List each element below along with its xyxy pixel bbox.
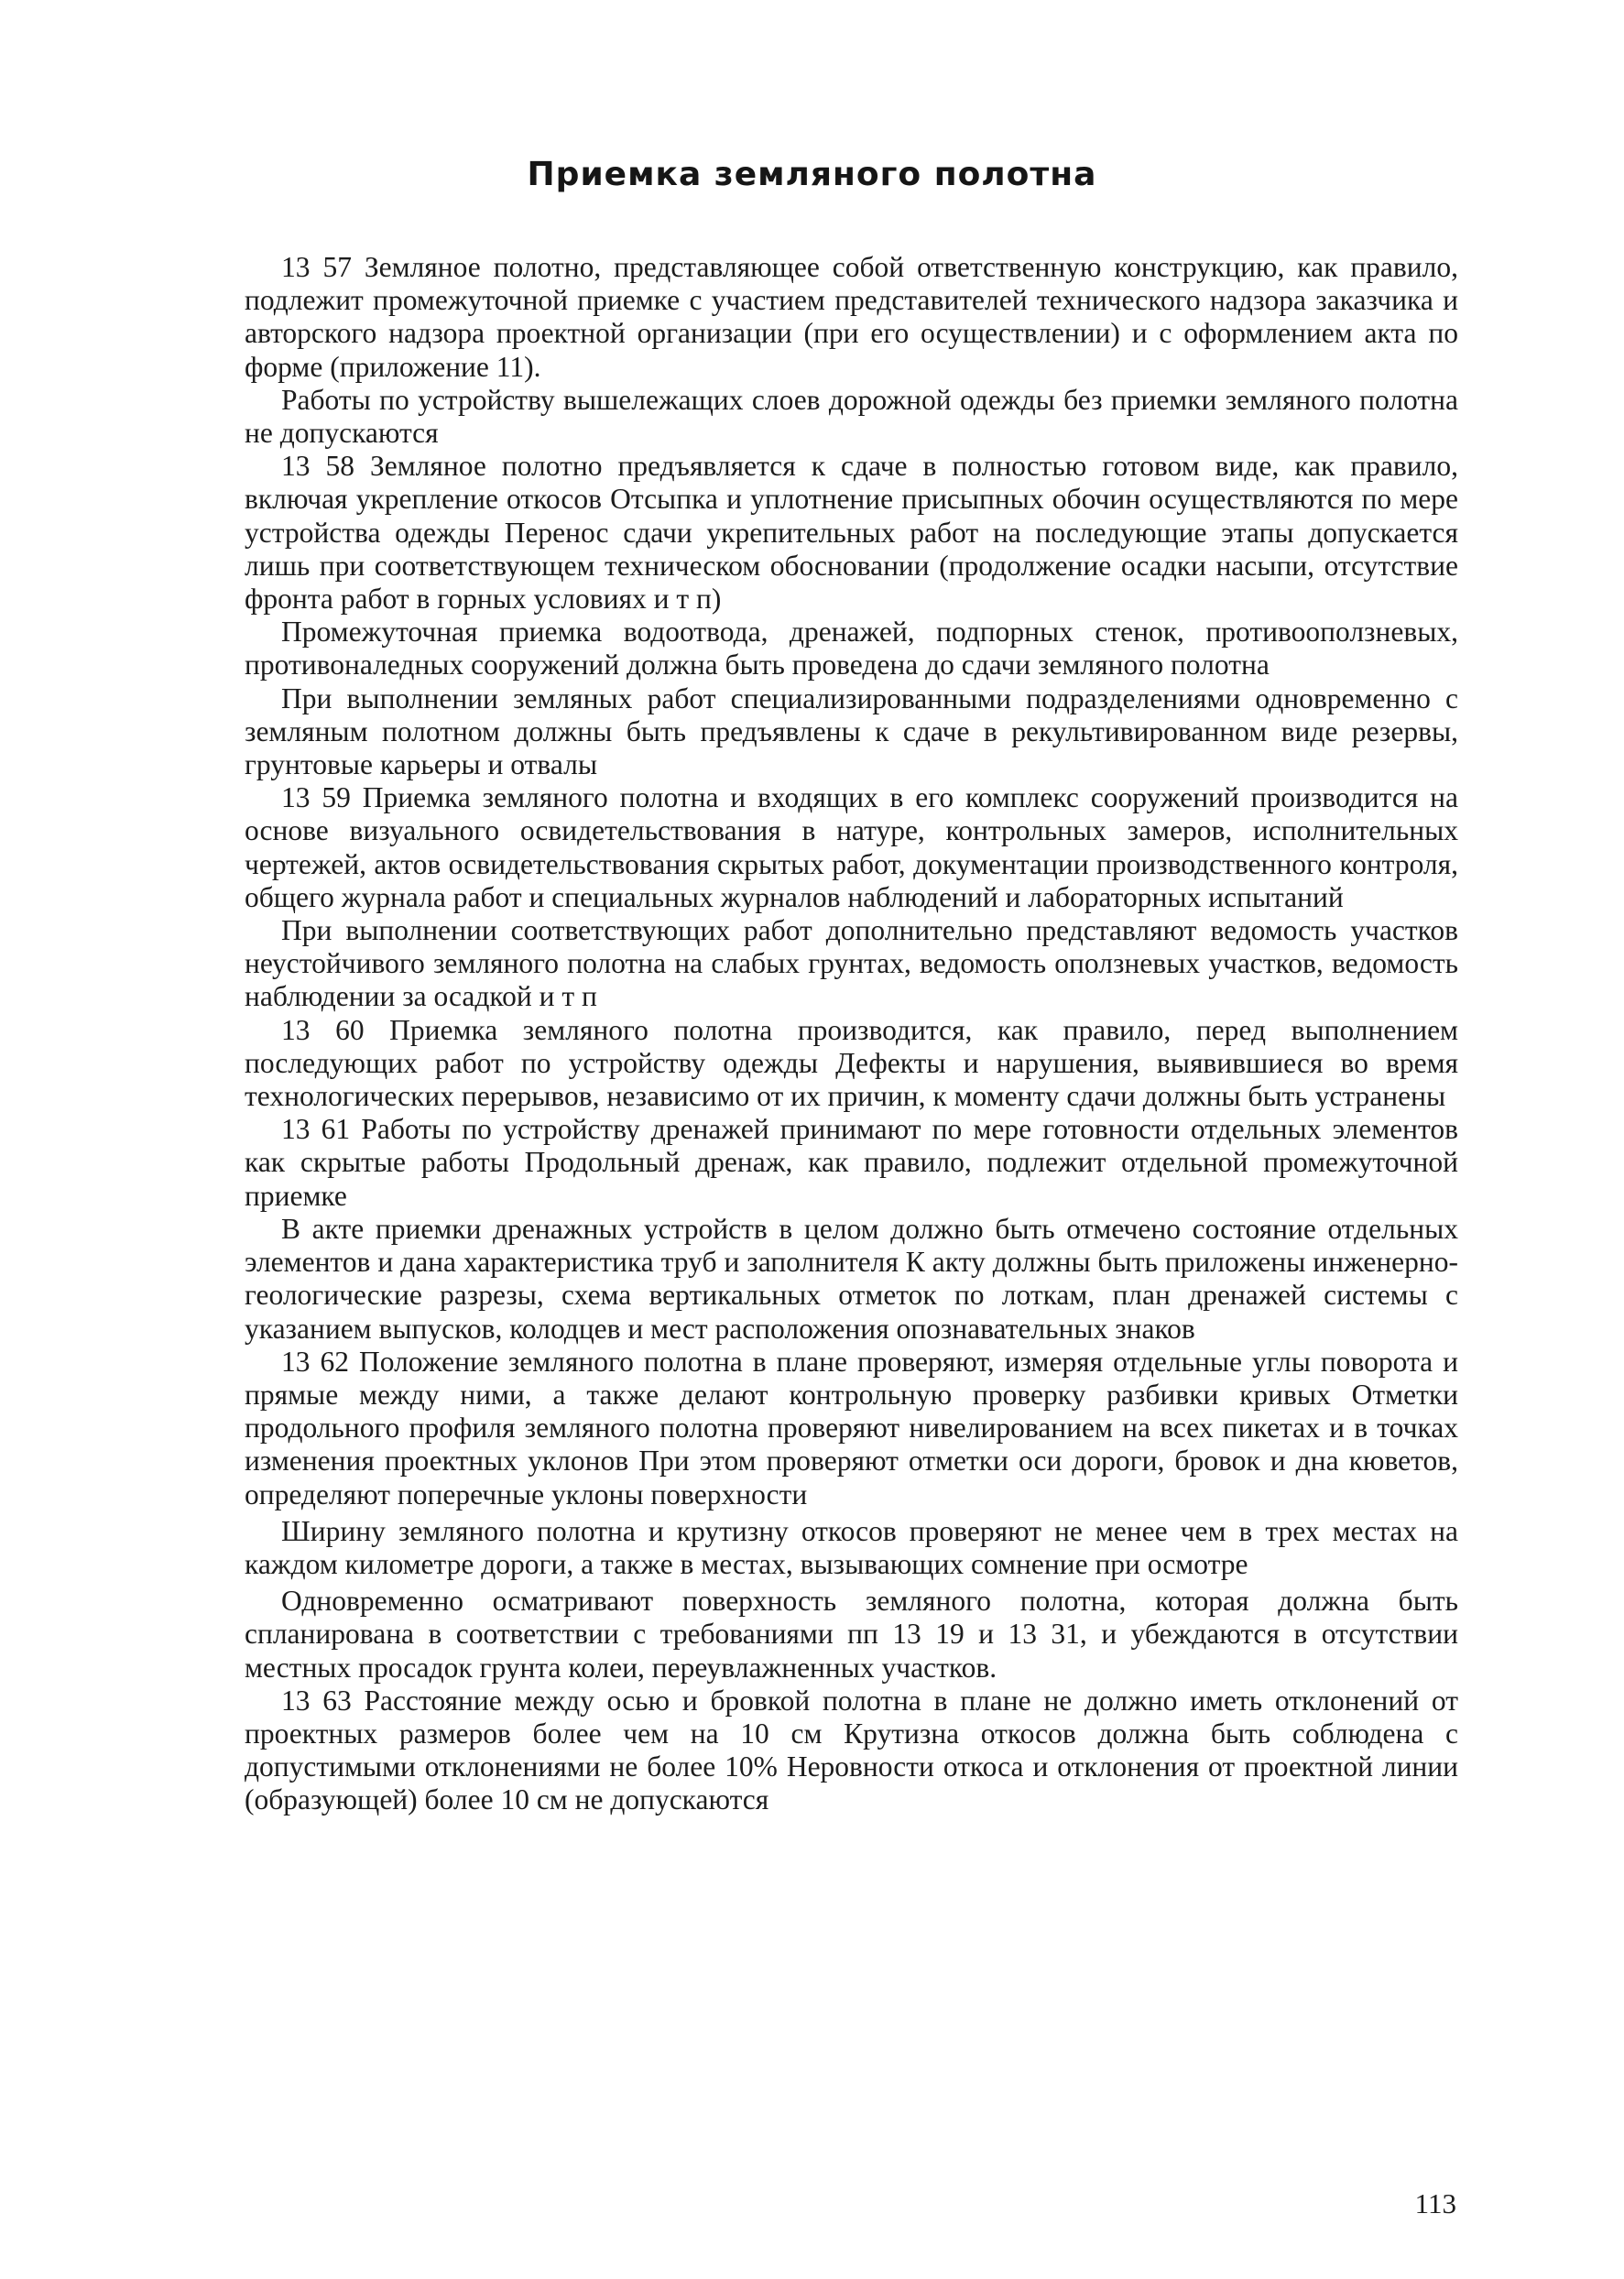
paragraph: Одновременно осматривают поверхность земляного полотна, которая должна быть спланирована в соответствии с требованиями пп 13 19 и 13 31, и убеждаются в отсутствии местных просадок грунта колеи, переувлажненных участков. — [245, 1585, 1458, 1684]
paragraph-13-62: 13 62 Положение земляного полотна в плане проверяют, измеряя отдельные углы поворота и прямые между ними, а также делают контрольную проверку разбивки кривых Отметки продольного профиля земляного полотна проверяют нивелированием на всех пикетах и в точках изменения проектных уклонов При этом проверяют отметки оси дороги, бровок и дна кюветов, определяют поперечные уклоны поверхности — [245, 1345, 1458, 1510]
paragraph: При выполнении соответствующих работ дополнительно представляют ведомость участков неустойчивого земляного полотна на слабых грунтах, ведомость оползневых участков, ведомость наблюдении за осадкой и т п — [245, 914, 1458, 1013]
paragraph: Промежуточная приемка водоотвода, дренажей, подпорных стенок, противооползневых, противоналедных сооружений должна быть проведена до сдачи земляного полотна — [245, 616, 1458, 682]
paragraph: В акте приемки дренажных устройств в целом должно быть отмечено состояние отдельных элементов и дана характеристика труб и заполнителя К акту должны быть приложены инженерно-геологические разрезы, схема вертикальных отметок по лоткам, план дренажей системы с указанием выпусков, колодцев и мест расположения опознавательных знаков — [245, 1212, 1458, 1345]
paragraph-13-58: 13 58 Земляное полотно предъявляется к сдаче в полностью готовом виде, как правило, включая укрепление откосов Отсыпка и уплотнение присыпных обочин осуществляются по мере устройства одежды Перенос сдачи укрепительных работ на последующие этапы допускается лишь при соответствующем техническом обосновании (продолжение осадки насыпи, отсутствие фронта работ в горных условиях и т п) — [245, 450, 1458, 616]
paragraph-13-57: 13 57 Земляное полотно, представляющее собой ответственную конструкцию, как правило, подлежит промежуточной приемке с участием представителей технического надзора заказчика и авторского надзора проектной организации (при его осуществлении) и с оформлением акта по форме (приложение 11). — [245, 251, 1458, 383]
paragraph: Работы по устройству вышележащих слоев дорожной одежды без приемки земляного полотна не допускаются — [245, 383, 1458, 450]
document-body — [245, 251, 1458, 1817]
paragraph-13-60: 13 60 Приемка земляного полотна производится, как правило, перед выполнением последующих работ по устройству одежды Дефекты и нарушения, выявившиеся во время технологических перерывов, независимо от их причин, к моменту сдачи должны быть устранены — [245, 1013, 1458, 1113]
paragraph-13-59: 13 59 Приемка земляного полотна и входящих в его комплекс сооружений производится на основе визуального освидетельствования в натуре, контрольных замеров, исполнительных чертежей, актов освидетельствования скрытых работ, документации производственного контроля, общего журнала работ и специальных журналов наблюдений и лабораторных испытаний — [245, 781, 1458, 913]
page-title: Приемка земляного полотна — [527, 156, 1097, 193]
paragraph-13-61: 13 61 Работы по устройству дренажей принимают по мере готовности отдельных элементов как скрытые работы Продольный дренаж, как правило, подлежит отдельной промежуточной приемке — [245, 1113, 1458, 1212]
paragraph: При выполнении земляных работ специализированными подразделениями одновременно с земляным полотном должны быть предъявлены к сдаче в рекультивированном виде резервы, грунтовые карьеры и отвалы — [245, 682, 1458, 781]
paragraph: Ширину земляного полотна и крутизну откосов проверяют не менее чем в трех местах на каждом километре дороги, а также в местах, вызывающих сомнение при осмотре — [245, 1514, 1458, 1580]
page-number: 113 — [1414, 2187, 1456, 2219]
paragraph-13-63: 13 63 Расстояние между осью и бровкой полотна в плане не должно иметь отклонений от проектных размеров более чем на 10 см Крутизна откосов должна быть соблюдена с допустимыми отклонениями не более 10% Неровности откоса и отклонения от проектной линии (образующей) более 10 см не допускаются — [245, 1684, 1458, 1816]
